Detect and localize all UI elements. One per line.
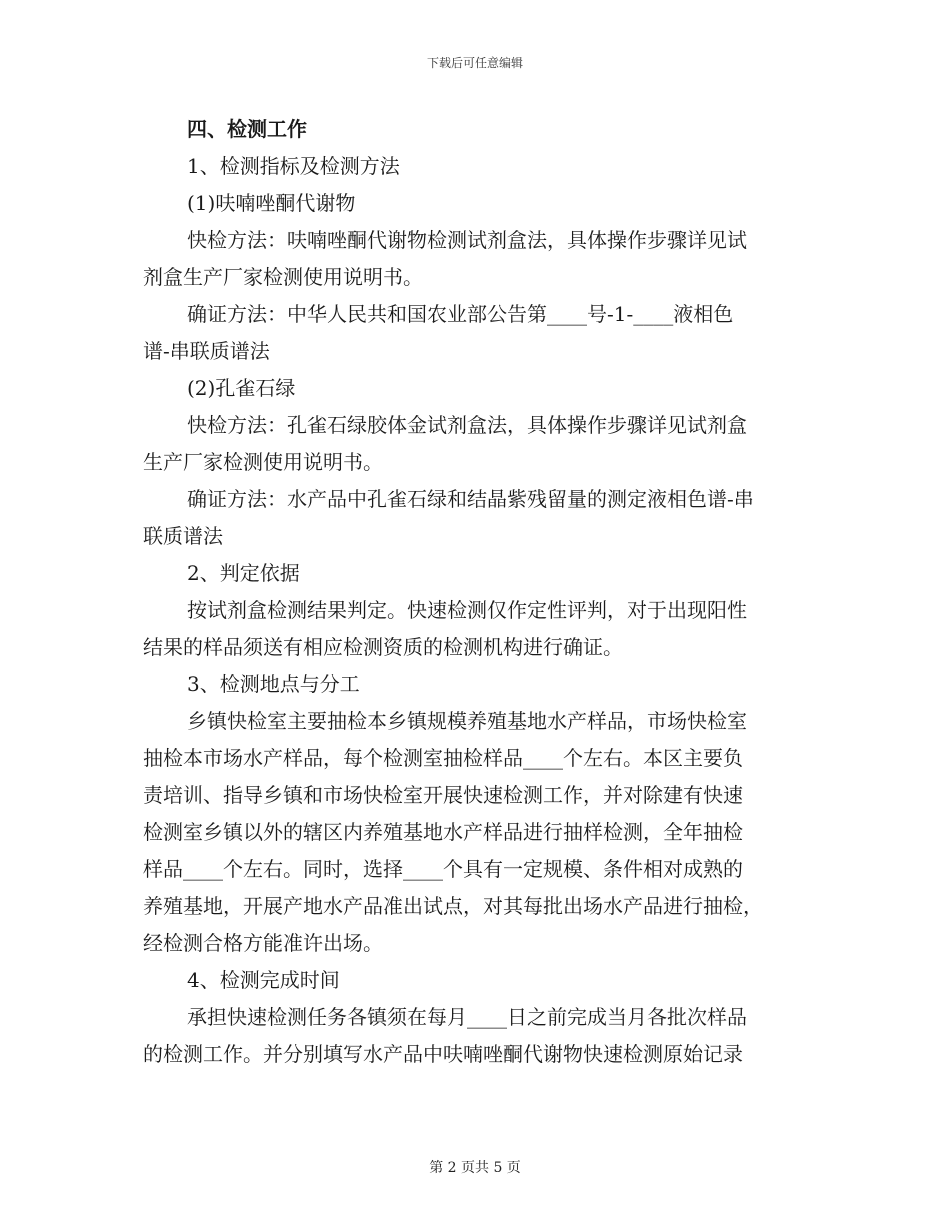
document-body	[143, 111, 805, 1073]
text-line: 按试剂盒检测结果判定。快速检测仅作定性评判，对于出现阳性	[187, 598, 747, 622]
text-line: 承担快速检测任务各镇须在每月____日之前完成当月各批次样品	[187, 1005, 747, 1029]
text-line: 生产厂家检测使用说明书。	[143, 450, 383, 474]
text-line: 的检测工作。并分别填写水产品中呋喃唑酮代谢物快速检测原始记录	[143, 1042, 743, 1066]
text-line: 责培训、指导乡镇和市场快检室开展快速检测工作，并对除建有快速	[143, 783, 743, 807]
text-line: 检测室乡镇以外的辖区内养殖基地水产样品进行抽样检测，全年抽检	[143, 820, 743, 844]
text-line: 养殖基地，开展产地水产品准出试点，对其每批出场水产品进行抽检，	[143, 894, 763, 918]
text-line: (1)呋喃唑酮代谢物	[187, 191, 356, 215]
text-line: 样品____个左右。同时，选择____个具有一定规模、条件相对成熟的	[143, 857, 743, 881]
text-line: 快检方法：孔雀石绿胶体金试剂盒法，具体操作步骤详见试剂盒	[187, 413, 747, 437]
text-line: 确证方法：水产品中孔雀石绿和结晶紫残留量的测定液相色谱-串	[187, 487, 754, 511]
text-line: 谱-串联质谱法	[143, 339, 270, 363]
text-line: (2)孔雀石绿	[187, 376, 296, 400]
text-line: 联质谱法	[143, 524, 223, 548]
text-line: 1、检测指标及检测方法	[187, 154, 400, 178]
text-line: 确证方法：中华人民共和国农业部公告第____号-1-____液相色	[187, 302, 734, 326]
text-line: 快检方法：呋喃唑酮代谢物检测试剂盒法，具体操作步骤详见试	[187, 228, 747, 252]
text-line: 4、检测完成时间	[187, 968, 340, 992]
text-line: 剂盒生产厂家检测使用说明书。	[143, 265, 423, 289]
text-line: 乡镇快检室主要抽检本乡镇规模养殖基地水产样品，市场快检室	[187, 709, 747, 733]
text-line: 结果的样品须送有相应检测资质的检测机构进行确证。	[143, 635, 623, 659]
page-footer: 第 2 页共 5 页	[429, 1160, 521, 1176]
text-line: 3、检测地点与分工	[187, 672, 360, 696]
text-line: 经检测合格方能准许出场。	[143, 931, 383, 955]
text-line: 抽检本市场水产样品，每个检测室抽检样品____个左右。本区主要负	[143, 746, 743, 770]
text-line: 2、判定依据	[187, 561, 300, 585]
page-header: 下载后可任意编辑	[426, 56, 523, 70]
section-heading: 四、检测工作	[187, 117, 307, 141]
